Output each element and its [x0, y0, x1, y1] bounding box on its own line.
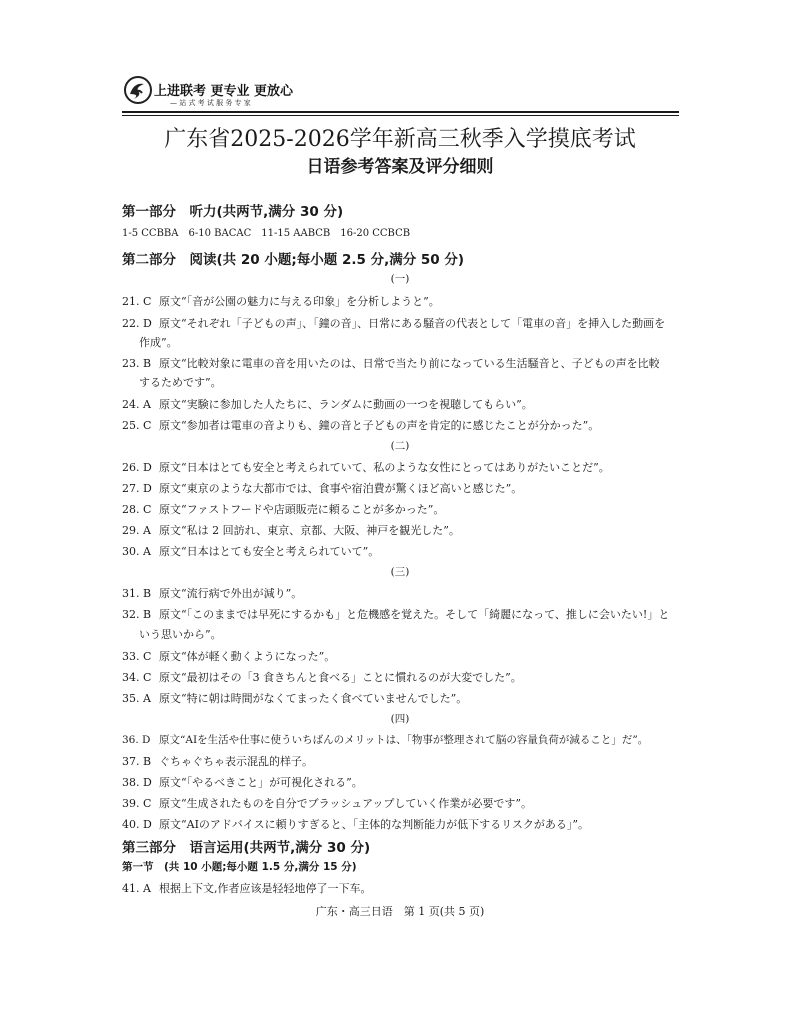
group-label: (一): [390, 273, 410, 285]
answer-explanation: ぐちゃぐちゃ表示混乱的样子。: [159, 755, 313, 768]
answer-item: [122, 669, 522, 685]
answer-number: 36. D: [122, 734, 151, 746]
answer-explanation: 原文“比較対象に電車の音を用いたのは、日常で当たり前になっている生活騒音と、子どもの声を比較: [159, 357, 660, 370]
answer-item: [122, 648, 335, 664]
answer-explanation: 原文“実験に参加した人たちに、ランダムに動画の一つを視聴してもらい”。: [159, 398, 533, 411]
logo-tagline: — 站 式 考 试 服 务 专 家: [170, 99, 251, 107]
answer-item: [122, 396, 533, 412]
answer-explanation: 原文“「やるべきこと」が可視化される”。: [159, 776, 363, 789]
answer-number: 37. B: [122, 755, 152, 768]
answer-continuation: するためです”。: [139, 376, 222, 389]
answer-number: 21. C: [122, 295, 152, 308]
answer-number: 23. B: [122, 357, 152, 370]
answer-explanation: 原文“それぞれ「子どもの声」、「鐘の音」、日常にある騒音の代表として「電車の音」を挿入した動画を: [159, 317, 666, 330]
answer-item: [122, 543, 379, 559]
header-rule-thin: [122, 115, 679, 116]
answer-item: [122, 795, 532, 811]
answer-number: 38. D: [122, 776, 152, 789]
page-subtitle: 日语参考答案及评分细则: [306, 157, 494, 177]
answer-number: 40. D: [122, 818, 152, 831]
answer-explanation: 原文“体が軽く動くようになった”。: [159, 650, 336, 663]
answer-item: [122, 585, 302, 601]
answer-number: 35. A: [122, 692, 151, 705]
header-rule-thick: [122, 111, 679, 113]
page-title: 广东省2025-2026学年新高三秋季入学摸底考试: [164, 127, 636, 152]
answer-explanation: 原文“流行病で外出が減り”。: [159, 587, 303, 600]
group-label: (二): [390, 440, 410, 452]
answer-item: [122, 690, 467, 706]
answer-item: [122, 816, 589, 832]
answer-explanation: 原文“参加者は電車の音よりも、鐘の音と子どもの声を肯定的に感じたことが分かった”。: [159, 419, 600, 432]
answer-explanation: 原文“「音が公園の魅力に与える印象」を分析しようと”。: [159, 295, 440, 308]
answer-explanation: 原文“「このままでは早死にするかも」と危機感を覚えた。そして「綺麗になって、推しに会いたい!」と: [159, 608, 670, 621]
answer-number: 41. A: [122, 882, 151, 895]
answer-explanation: 原文“最初はその「3 食きちんと食べる」ことに慣れるのが大変でした”。: [159, 671, 522, 684]
answer-item: [122, 355, 660, 371]
answer-item: [122, 522, 460, 538]
answer-number: 22. D: [122, 317, 152, 330]
logo-slogan: 上进联考 更专业 更放心: [154, 84, 294, 99]
answer-explanation: 原文“AIを生活や仕事に使ういちばんのメリットは、「物事が整理されて脳の容量負荷が減ること」だ”。: [159, 734, 649, 746]
answer-number: 32. B: [122, 608, 152, 621]
answer-item: [122, 732, 648, 747]
part2-heading: 第二部分 阅读(共 20 小题;每小题 2.5 分,满分 50 分): [122, 252, 465, 268]
group-label: (四): [390, 713, 410, 725]
answer-number: 28. C: [122, 503, 152, 516]
answer-explanation: 原文“日本はとても安全と考えられていて、私のような女性にとってはありがたいことだ”。: [159, 461, 610, 474]
answer-item: [122, 480, 522, 496]
answer-item: [122, 606, 669, 622]
answer-continuation: いう思いから”。: [139, 628, 222, 641]
answer-item: [122, 753, 313, 769]
part3-section1-heading: 第一节 (共 10 小题;每小题 1.5 分,满分 15 分): [122, 861, 357, 873]
answer-item: [122, 315, 665, 331]
answer-number: 29. A: [122, 524, 151, 537]
answer-explanation: 原文“特に朝は時間がなくてまったく食べていませんでした”。: [159, 692, 468, 705]
answer-explanation: 原文“日本はとても安全と考えられていて”。: [159, 545, 380, 558]
answer-item: [122, 293, 440, 309]
logo-swirl-icon: [122, 74, 154, 106]
answer-number: 25. C: [122, 419, 152, 432]
answer-explanation: 原文“東京のような大都市では、食事や宿泊費が驚くほど高いと感じた”。: [159, 482, 523, 495]
answer-explanation: 根据上下文,作者应该是轻轻地停了一下车。: [159, 882, 372, 895]
answer-item: [122, 774, 363, 790]
part3-heading: 第三部分 语言运用(共两节,满分 30 分): [122, 840, 371, 856]
answer-explanation: 原文“ファストフードや店頭販売に頼ることが多かった”。: [159, 503, 445, 516]
answer-number: 24. A: [122, 398, 151, 411]
group-label: (三): [390, 566, 410, 578]
answer-explanation: 原文“私は 2 回訪れ、東京、京都、大阪、神戸を観光した”。: [159, 524, 460, 537]
answer-item: [122, 459, 610, 475]
answer-explanation: 原文“AIのアドバイスに頼りすぎると、「主体的な判断能力が低下するリスクがある」”。: [159, 818, 589, 831]
answer-number: 33. C: [122, 650, 152, 663]
answer-number: 39. C: [122, 797, 152, 810]
page-footer: 广东・高三日语 第 1 页(共 5 页): [315, 905, 485, 918]
answer-explanation: 原文“生成されたものを自分でブラッシュアップしていく作業が必要です”。: [159, 797, 533, 810]
answer-item: [122, 417, 599, 433]
part1-answers: 1-5 CCBBA 6-10 BACAC 11-15 AABCB 16-20 CCBCB: [122, 228, 411, 239]
answer-number: 30. A: [122, 545, 151, 558]
answer-item: [122, 880, 372, 896]
answer-item: [122, 501, 444, 517]
answer-number: 26. D: [122, 461, 152, 474]
answer-number: 31. B: [122, 587, 152, 600]
answer-number: 34. C: [122, 671, 152, 684]
part1-heading: 第一部分 听力(共两节,满分 30 分): [122, 204, 344, 220]
answer-number: 27. D: [122, 482, 152, 495]
answer-continuation: 作成”。: [139, 336, 178, 349]
